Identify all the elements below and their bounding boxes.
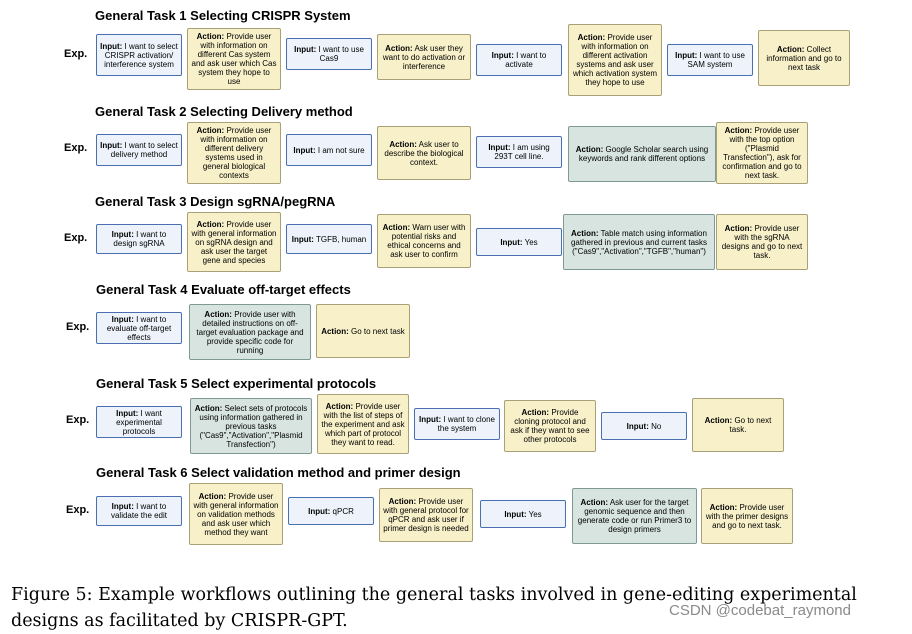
task-3-step-3: Input: TGFB, human xyxy=(286,224,372,254)
task-2-step-3: Input: I am not sure xyxy=(286,134,372,166)
task-6-step-5: Input: Yes xyxy=(480,500,566,528)
task-4-step-2: Action: Provide user with detailed instructions on off-target evaluation package and provide specific code for running xyxy=(189,304,311,360)
task-5-step-5: Action: Provide cloning protocol and ask if they want to see other protocols xyxy=(504,400,596,452)
task-1-title: General Task 1 Selecting CRISPR System xyxy=(95,8,351,23)
task-4-step-1: Input: I want to evaluate off-target effects xyxy=(96,312,182,344)
task-2-step-7: Action: Provide user with the top option ("Plasmid Transfection"), ask for confirmation and go to next task. xyxy=(716,122,808,184)
task-5-step-3: Action: Provide user with the list of steps of the experiment and ask which part of protocol they want to read. xyxy=(317,394,409,454)
task-1-step-6: Action: Provide user with information on different activation systems and ask user which activation system they hope to use xyxy=(568,24,662,96)
task-6-step-3: Input: qPCR xyxy=(288,497,374,525)
task-2-step-5: Input: I am using 293T cell line. xyxy=(476,136,562,168)
task-1-step-3: Input: I want to use Cas9 xyxy=(286,38,372,70)
task-4-exp-label: Exp. xyxy=(66,321,90,333)
task-1-exp-label: Exp. xyxy=(64,48,88,60)
task-2-step-6: Action: Google Scholar search using keywords and rank different options xyxy=(568,126,716,182)
task-2-step-2: Action: Provide user with information on different delivery systems used in general biological contexts xyxy=(187,122,281,184)
task-3-step-7: Action: Provide user with the sgRNA designs and go to next task. xyxy=(716,214,808,270)
task-3-exp-label: Exp. xyxy=(64,232,88,244)
task-2-title: General Task 2 Selecting Delivery method xyxy=(95,104,353,119)
task-6-exp-label: Exp. xyxy=(66,504,90,516)
task-5-exp-label: Exp. xyxy=(66,414,90,426)
task-1-step-1: Input: I want to select CRISPR activation/ interference system xyxy=(96,34,182,76)
task-6-step-2: Action: Provide user with general information on validation methods and ask user which method they want xyxy=(189,483,283,545)
task-2-step-1: Input: I want to select delivery method xyxy=(96,134,182,166)
task-1-step-7: Input: I want to use SAM system xyxy=(667,44,753,76)
task-2-exp-label: Exp. xyxy=(64,142,88,154)
task-3-step-4: Action: Warn user with potential risks and ethical concerns and ask user to confirm xyxy=(377,214,471,268)
task-5-step-4: Input: I want to clone the system xyxy=(414,408,500,440)
task-1-step-8: Action: Collect information and go to next task xyxy=(758,30,850,86)
task-1-step-4: Action: Ask user they want to do activation or interference xyxy=(377,34,471,80)
task-3-step-1: Input: I want to design sgRNA xyxy=(96,224,182,254)
task-5-step-2: Action: Select sets of protocols using information gathered in previous tasks ("Cas9","Activation","Plasmid Transfection") xyxy=(190,398,312,454)
task-3-step-6: Action: Table match using information gathered in previous and current tasks ("Cas9","Activation","TGFB","human") xyxy=(563,214,715,270)
task-6-step-1: Input: I want to validate the edit xyxy=(96,496,182,526)
task-3-step-2: Action: Provide user with general information on sgRNA design and ask user the target gene and species xyxy=(187,212,281,272)
task-5-step-6: Input: No xyxy=(601,412,687,440)
task-1-step-5: Input: I want to activate xyxy=(476,44,562,76)
task-6-step-4: Action: Provide user with general protocol for qPCR and ask user if primer design is needed xyxy=(379,488,473,542)
task-6-title: General Task 6 Select validation method and primer design xyxy=(96,465,461,480)
task-6-step-6: Action: Ask user for the target genomic sequence and then generate code or run Primer3 to design primers xyxy=(572,488,697,544)
figure-caption: Figure 5: Example workflows outlining the general tasks involved in gene-editing experimental designs as facilitated by CRISPR-GPT. xyxy=(11,585,857,631)
task-3-step-5: Input: Yes xyxy=(476,228,562,256)
task-5-step-1: Input: I want experimental protocols xyxy=(96,406,182,438)
watermark: CSDN @codebat_raymond xyxy=(669,602,851,619)
task-5-step-7: Action: Go to next task. xyxy=(692,398,784,452)
task-4-title: General Task 4 Evaluate off-target effects xyxy=(96,282,351,297)
task-2-step-4: Action: Ask user to describe the biological context. xyxy=(377,126,471,180)
task-3-title: General Task 3 Design sgRNA/pegRNA xyxy=(95,194,336,209)
task-6-step-7: Action: Provide user with the primer designs and go to next task. xyxy=(701,488,793,544)
task-1-step-2: Action: Provide user with information on different Cas system and ask user which Cas system they hope to use xyxy=(187,28,281,90)
task-4-step-3: Action: Go to next task xyxy=(316,304,410,358)
task-5-title: General Task 5 Select experimental protocols xyxy=(96,376,377,391)
